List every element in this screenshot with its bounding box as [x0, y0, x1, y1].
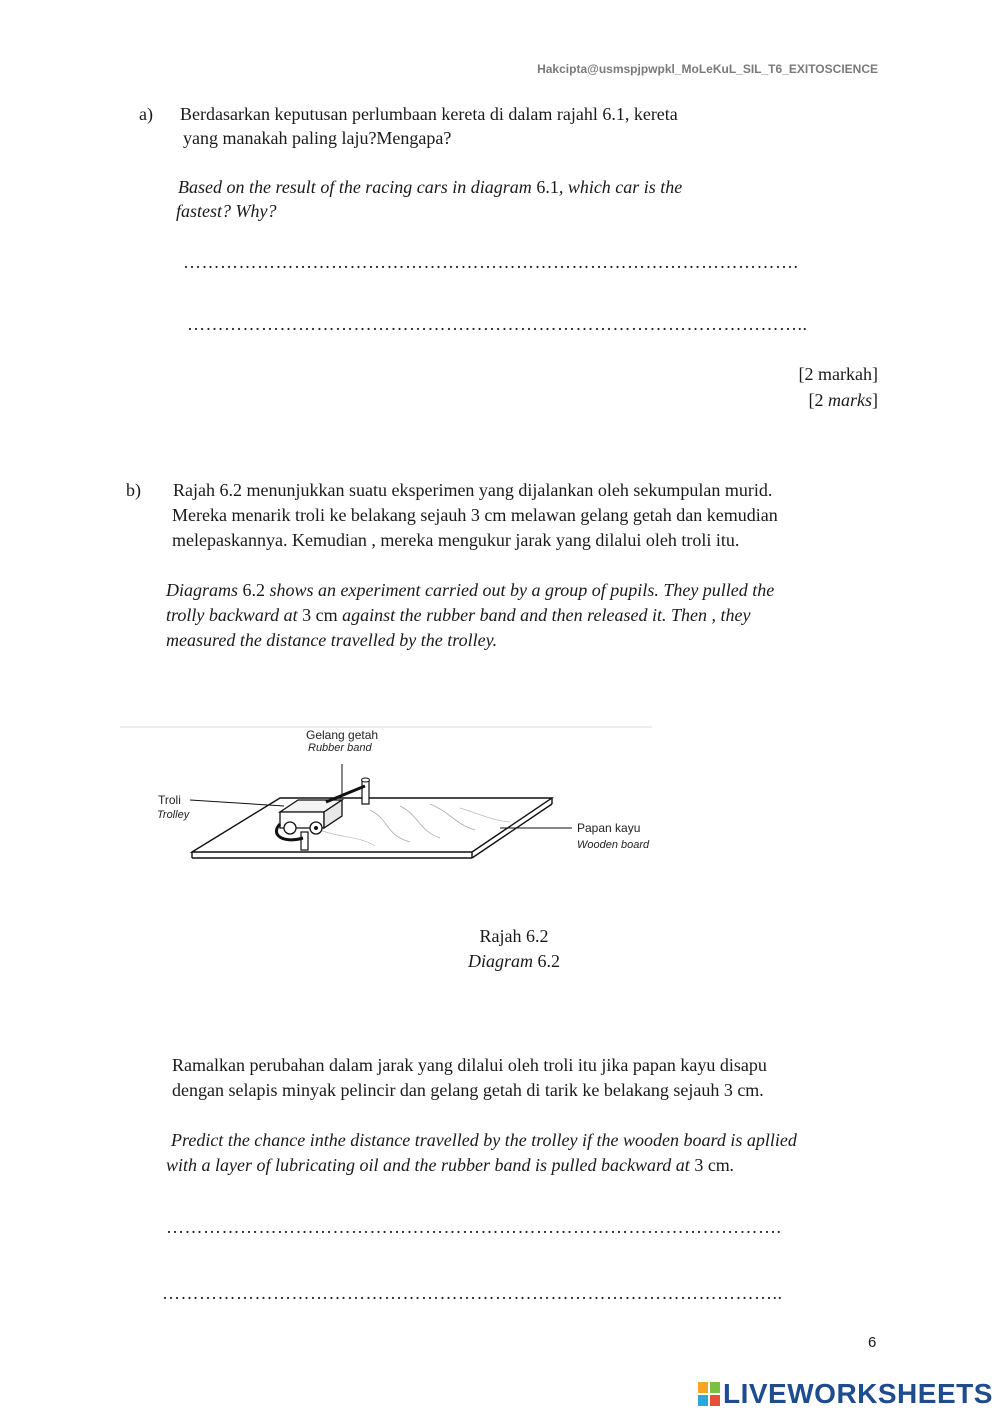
- predict-en-2c: .: [729, 1155, 735, 1175]
- peg-back: [362, 780, 369, 804]
- question-a-english-text-1: Based on the result of the racing cars in diagram: [178, 177, 532, 197]
- question-b-english-line-3: measured the distance travelled by the trolley.: [166, 630, 498, 650]
- question-b-malay-line-1: Rajah 6.2 menunjukkan suatu eksperimen yang dijalankan oleh sekumpulan murid.: [173, 480, 773, 500]
- qb-en-1a: Diagrams: [166, 580, 239, 600]
- marks-word: marks: [828, 390, 872, 410]
- logo-square-4: [710, 1395, 720, 1406]
- caption-english-number: 6.2: [533, 951, 560, 971]
- peg-front: [301, 832, 308, 850]
- trolley-axle: [314, 826, 318, 830]
- page-number: 6: [868, 1334, 877, 1351]
- predict-en-2b: 3 cm: [689, 1155, 730, 1175]
- qb-en-1b: 6.2: [238, 580, 270, 600]
- question-a-english-line-2: fastest? Why?: [176, 201, 277, 221]
- peg-back-top: [362, 778, 370, 782]
- logo-icon: [698, 1382, 720, 1406]
- question-a-label: a): [139, 104, 153, 124]
- logo-square-1: [698, 1382, 708, 1393]
- question-a-english-line-1: [178, 175, 682, 199]
- marks-english: [809, 390, 879, 411]
- diagram-6-2: [120, 720, 660, 870]
- label-trolley-malay: Troli: [158, 793, 181, 807]
- predict-malay-line-1: Ramalkan perubahan dalam jarak yang dilalui oleh troli itu jika papan kayu disapu: [172, 1055, 767, 1075]
- question-b-english-line-2: [166, 603, 750, 627]
- question-a-malay-line-2: yang manakah paling laju?Mengapa?: [183, 128, 452, 148]
- marks-malay: [2 markah]: [798, 364, 878, 384]
- label-trolley-english: Trolley: [157, 809, 190, 821]
- qb-en-2a: trolly backward at: [166, 605, 298, 625]
- qb-en-2c: against the rubber band and then released it. Then , they: [342, 605, 751, 625]
- copyright-header: Hakcipta@usmspjpwpkl_MoLeKuL_SIL_T6_EXITOSCIENCE: [537, 62, 878, 76]
- answer-line-b-1[interactable]: ……………………………………………………………………………………….: [166, 1217, 782, 1237]
- question-a-diagram-number: 6.1: [531, 177, 559, 197]
- label-rubber-band-english: Rubber band: [308, 742, 372, 754]
- label-board-malay: Papan kayu: [577, 821, 641, 835]
- answer-line-a-2[interactable]: ………………………………………………………………………………………..: [187, 314, 808, 334]
- logo-square-2: [710, 1382, 720, 1393]
- label-rubber-band-malay: Gelang getah: [306, 728, 379, 742]
- marks-bracket-open: [2: [808, 390, 828, 410]
- logo-icon-svg: [698, 1382, 720, 1406]
- question-b-english-line-1: [166, 578, 774, 602]
- question-a-english-text-2: , which car is the: [558, 177, 683, 197]
- marks-bracket-close: ]: [872, 390, 878, 410]
- caption-english-word: Diagram: [467, 951, 533, 971]
- leader-trolley: [190, 800, 284, 806]
- question-a-malay-line-1: Berdasarkan keputusan perlumbaan kereta di dalam rajahl 6.1, kereta: [180, 104, 678, 124]
- caption-english: [414, 951, 614, 972]
- answer-line-a-1[interactable]: ……………………………………………………………………………………….: [183, 252, 799, 272]
- question-b-label: b): [126, 480, 141, 500]
- caption-malay: Rajah 6.2: [479, 926, 549, 946]
- question-b-malay-line-2: Mereka menarik troli ke belakang sejauh 3 cm melawan gelang getah dan kemudian: [172, 505, 778, 525]
- answer-line-b-2[interactable]: ………………………………………………………………………………………..: [162, 1283, 783, 1303]
- predict-malay-line-2: dengan selapis minyak pelincir dan gelang getah di tarik ke belakang sejauh 3 cm.: [172, 1080, 764, 1100]
- logo-square-3: [698, 1395, 708, 1406]
- trolley-wheel-1: [284, 822, 296, 834]
- predict-en-2a: with a layer of lubricating oil and the rubber band is pulled backward at: [166, 1155, 690, 1175]
- qb-en-2b: 3 cm: [297, 605, 343, 625]
- qb-en-1c: shows an experiment carried out by a group of pupils. They pulled the: [269, 580, 775, 600]
- question-b-malay-line-3: melepaskannya. Kemudian , mereka mengukur jarak yang dilalui oleh troli itu.: [172, 530, 740, 550]
- label-board-english: Wooden board: [577, 839, 650, 851]
- predict-english-line-2: [166, 1153, 734, 1177]
- logo-text: LIVEWORKSHEETS: [723, 1378, 993, 1409]
- predict-english-line-1: Predict the chance inthe distance travelled by the trolley if the wooden board is apllied: [171, 1130, 797, 1150]
